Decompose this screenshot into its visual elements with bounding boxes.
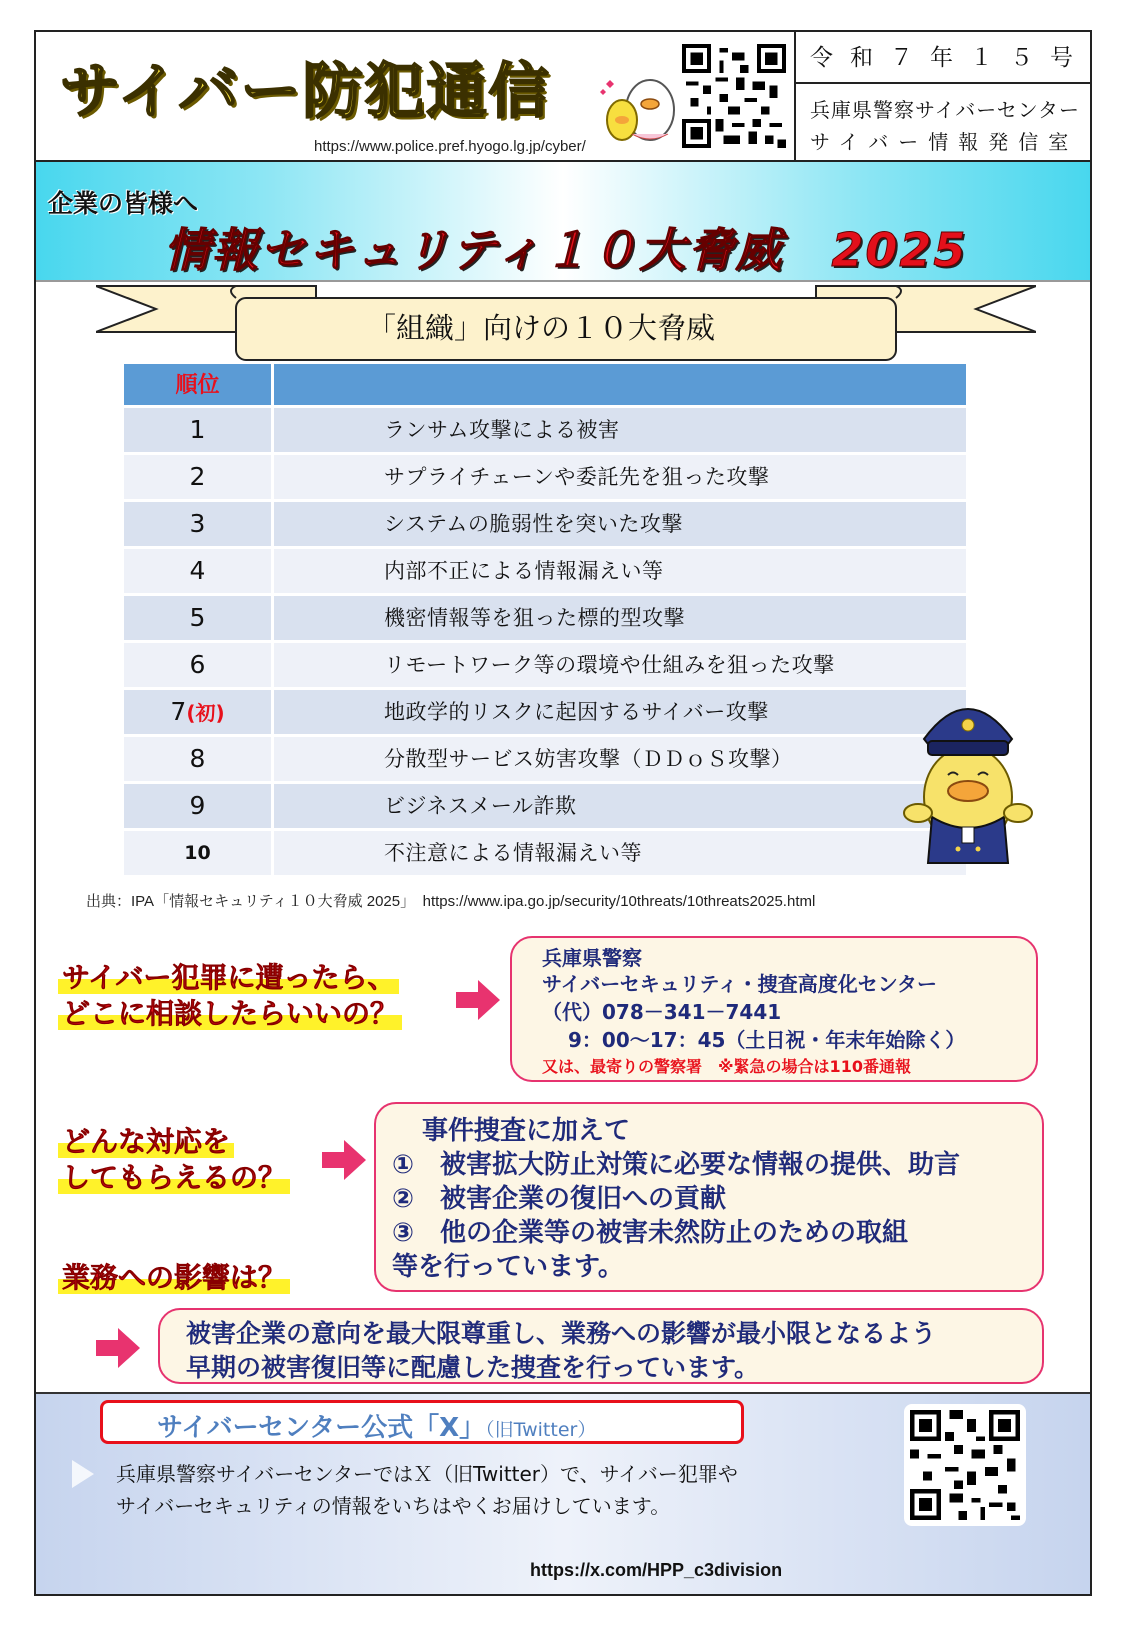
threat-table [124,364,966,878]
rank-cell [124,643,274,687]
rank-cell [124,596,274,640]
org-division: サイバー情報発信室 [810,130,1079,154]
arrow-right-icon [96,1328,140,1368]
table-row [124,408,966,455]
contact-org: 兵庫県警察 [542,946,642,970]
rank-cell [124,690,274,734]
support-item-1: ① 被害拡大防止対策に必要な情報の提供、助言 [392,1150,961,1180]
threat-cell: 分散型サービス妨害攻撃（ＤＤｏＳ攻撃） [384,747,793,771]
support-item-2: ② 被害企業の復旧への貢献 [392,1184,727,1214]
table-header [124,364,966,408]
support-item-3: ③ 他の企業等の被害未然防止のための取組 [392,1218,909,1248]
rank-cell [124,549,274,593]
threat-cell: システムの脆弱性を突いた攻撃 [384,512,683,536]
contact-box [510,936,1038,1082]
question-3 [58,1260,290,1296]
triangle-decoration-icon [72,1460,94,1488]
x-title-text: サイバーセンター公式「X」 [157,1413,486,1443]
table-row [124,690,966,737]
impact-box [158,1308,1044,1384]
threat-cell: ビジネスメール詐欺 [384,794,577,818]
banner [36,162,1090,282]
rank-cell [124,408,274,452]
threat-cell: 不注意による情報漏えい等 [384,841,642,865]
threat-cell: リモートワーク等の環境や仕組みを狙った攻撃 [384,653,835,677]
threat-cell: サプライチェーンや委託先を狙った攻撃 [384,465,770,489]
new-entry-badge: (初) [186,701,225,725]
question-1-line2: どこに相談したらいいの？ [58,997,402,1030]
rank-number: 6 [189,650,206,679]
footer-text-1: 兵庫県警察サイバーセンターではＸ（旧Twitter）で、サイバー犯罪や [116,1462,738,1486]
banner-subtitle: 企業の皆様へ [48,189,199,218]
header-url[interactable]: https://www.police.pref.hyogo.lg.jp/cyber/ [314,138,586,155]
qr-code-icon[interactable] [682,44,786,148]
rank-cell [124,737,274,781]
rank-cell [124,502,274,546]
question-1-line1: サイバー犯罪に遭ったら、 [58,961,399,994]
rank-number: 3 [189,509,206,538]
table-row [124,831,966,878]
impact-line-1: 被害企業の意向を最大限尊重し、業務への影響が最小限となるよう [186,1319,937,1348]
table-row [124,549,966,596]
x-account-title[interactable] [100,1400,744,1444]
threat-cell: 内部不正による情報漏えい等 [384,559,664,583]
support-outro: 等を行っています。 [392,1252,624,1282]
contact-hours: 9：00～17：45（土日祝・年末年始除く） [568,1028,966,1052]
x-title-sub: （旧Twitter） [485,1419,597,1441]
threat-cell: 機密情報等を狙った標的型攻撃 [384,606,685,630]
table-row [124,643,966,690]
question-1 [58,960,402,1032]
arrow-right-icon [456,980,500,1020]
rank-number: 9 [189,791,206,820]
rank-number: 5 [189,603,206,632]
table-row [124,455,966,502]
arrow-right-icon [322,1140,366,1180]
contact-phone[interactable]: （代）078－341－7441 [542,1000,782,1024]
rank-cell [124,831,274,875]
impact-line-2: 早期の被害復旧等に配慮した捜査を行っています。 [186,1353,760,1382]
rank-number: 2 [189,462,206,491]
ribbon-label: 「組織」向けの１０大脅威 [366,311,715,345]
rank-cell [124,455,274,499]
table-row [124,737,966,784]
contact-note: 又は、最寄りの警察署 ※緊急の場合は110番通報 [542,1057,911,1076]
issue-info [794,32,1090,160]
rank-number: 10 [184,842,211,864]
issue-number: 令和７年１５号 [796,32,1092,84]
footer [36,1392,1090,1596]
banner-title: 情報セキュリティ１０大脅威 2025 [164,223,968,277]
newsletter-page [34,30,1092,1596]
newsletter-title: サイバー防犯通信 [60,57,551,127]
footer-text-2: サイバーセキュリティの情報をいちはやくお届けしています。 [116,1494,671,1518]
header [36,32,1090,162]
threat-cell: 地政学的リスクに起因するサイバー攻撃 [384,700,769,724]
footer-x-url[interactable]: https://x.com/HPP_c3division [530,1560,783,1580]
source-citation: 出典：IPA「情報セキュリティ１０大脅威 2025」 https://www.ipa.go.jp/security/10threats/10threats2025.html [86,893,816,910]
duck-mascot-icon [592,62,692,152]
support-intro: 事件捜査に加えて [422,1116,631,1146]
rank-cell [124,784,274,828]
threat-cell: ランサム攻撃による被害 [384,418,620,442]
rank-number: 8 [189,744,206,773]
header-rank: 順位 [124,364,274,405]
rank-number: 4 [189,556,206,585]
qr-code-icon [910,1410,1020,1520]
police-duck-mascot-icon [902,687,1034,865]
table-row [124,596,966,643]
question-2-line2: してもらえるの？ [58,1161,290,1194]
org-name: 兵庫県警察サイバーセンター [810,98,1080,122]
rank-number: 1 [189,415,206,444]
x-qr-code[interactable] [904,1404,1026,1526]
support-box [374,1102,1044,1292]
table-row [124,784,966,831]
question-3-text: 業務への影響は？ [58,1261,290,1294]
table-row [124,502,966,549]
question-2-line1: どんな対応を [58,1125,234,1158]
contact-center: サイバーセキュリティ・捜査高度化センター [542,972,937,996]
question-2 [58,1124,290,1196]
rank-number: 7 [170,697,187,726]
